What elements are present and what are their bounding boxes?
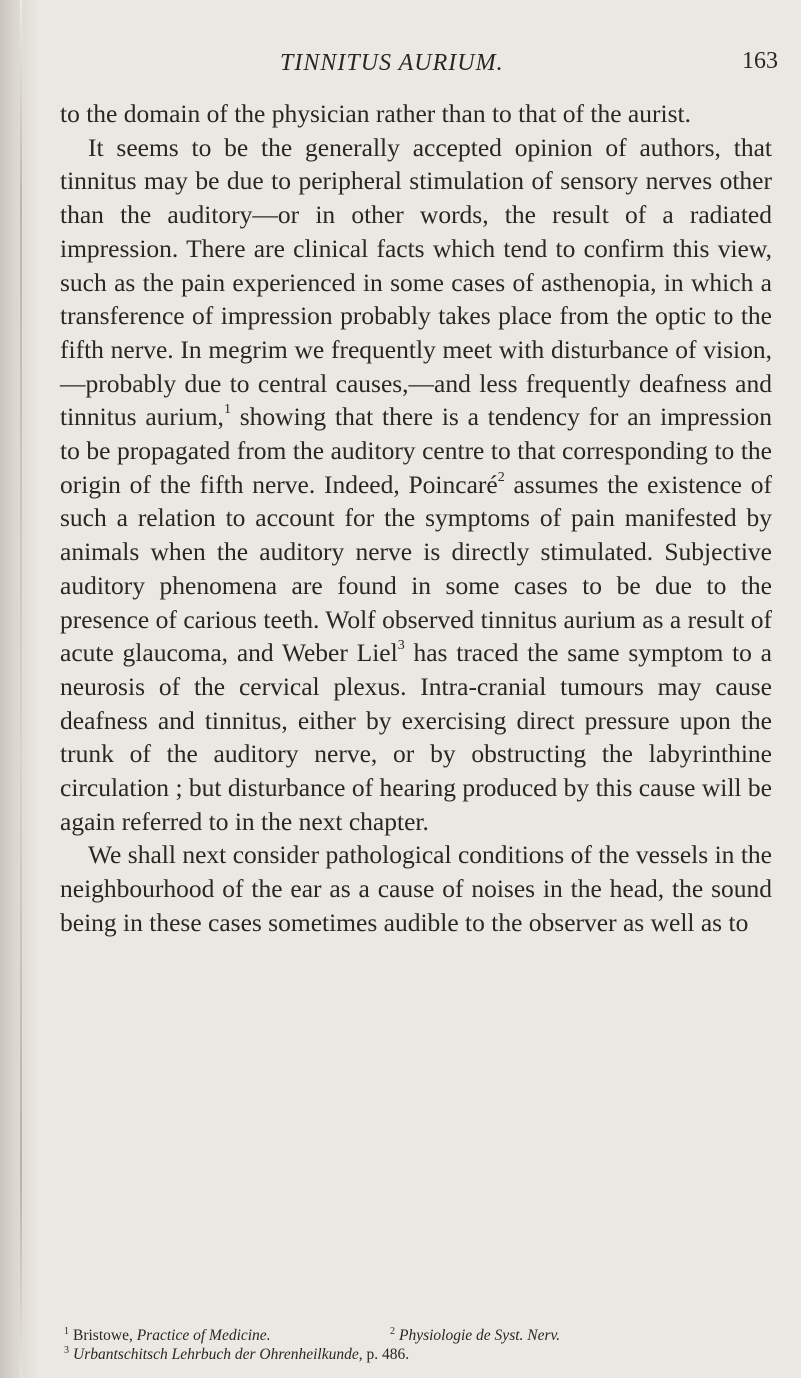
footnote-2-mark: 2: [390, 1326, 395, 1337]
footnote-ref-3: 3: [397, 638, 405, 654]
footnote-row-2: [64, 1341, 772, 1363]
paragraph-2: [60, 131, 772, 839]
footnote-ref-1: 1: [223, 402, 231, 418]
footnote-ref-2: 2: [497, 469, 505, 485]
footnote-3-mark: 3: [64, 1345, 69, 1356]
footnote-3-title: Urbantschitsch Lehrbuch der Ohrenheilkunde,: [73, 1346, 363, 1363]
page-header: [60, 44, 780, 84]
paragraph-2-part-a: It seems to be the generally accepted opinion of authors, that tinnitus may be due to peripheral stimulation of sensory nerves other than the auditory—or in other words, the result of a radiated impression. There are clinical facts which tend to confirm this view, such as the pain experienced in some cases of asthenopia, in which a transference of impression probably takes place from the optic to the fifth nerve. In megrim we frequently meet with disturbance of vision,—probably due to central causes,—and less frequently deafness and tinnitus aurium,: [60, 132, 772, 432]
body-text: [60, 97, 772, 940]
paragraph-2-part-d: has traced the same symptom to a neurosis of the cervical plexus. Intra-cranial tumours may cause deafness and tinnitus, either by exercising direct pressure upon the trunk of the auditory nerve, or by obstructing the labyrinthine circulation ; but disturbance of hearing produced by this cause will be again referred to in the next chapter.: [60, 638, 772, 836]
footnote-row-1: [64, 1322, 772, 1344]
running-title: TINNITUS AURIUM.: [280, 50, 504, 76]
footnote-3-page: p. 486.: [362, 1346, 410, 1363]
footnote-1-author: Bristowe,: [73, 1327, 137, 1344]
footnotes: [64, 1322, 772, 1363]
paragraph-3: We shall next consider pathological conditions of the vessels in the neighbourhood of the ear as a cause of noises in the head, the sound being in these cases sometimes audible to the observer as well as to: [60, 840, 772, 937]
footnote-1-title: Practice of Medicine.: [136, 1327, 271, 1344]
book-spine-edge: [20, 0, 22, 1378]
paragraph-1: to the domain of the physician rather than to that of the aurist.: [60, 99, 691, 128]
page-number: 163: [742, 48, 778, 74]
paragraph-2-part-c: assumes the existence of such a relation to account for the symptoms of pain manifested by animals when the auditory nerve is directly stimulated. Subjective auditory phenomena are found in some cases to be due to the presence of carious teeth. Wolf observed tinnitus aurium as a result of acute glaucoma, and Weber Liel: [60, 469, 772, 668]
footnote-2-title: Physiologie de Syst. Nerv.: [399, 1327, 561, 1344]
footnote-1-mark: 1: [64, 1326, 69, 1337]
paragraph-2-part-b: showing that there is a tendency for an impression to be propagated from the auditory centre to that corresponding to the origin of the fifth nerve. Indeed, Poincaré: [60, 402, 772, 499]
